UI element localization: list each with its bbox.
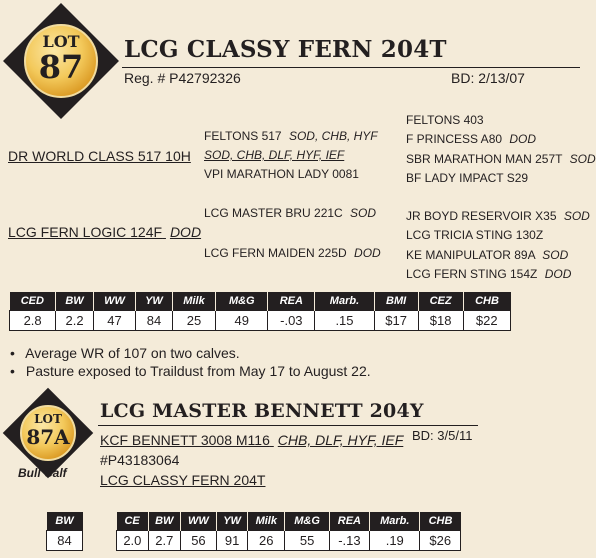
epd-header: REA [329, 512, 369, 530]
epd-header: M&G [285, 512, 329, 530]
epd-header: CE [117, 512, 149, 530]
epd-value: 2.2 [56, 310, 94, 330]
ss-dam-code: DOD [509, 132, 537, 146]
epd-value: 2.8 [10, 310, 56, 330]
dam-code: DOD [169, 224, 202, 240]
lot-badge-medallion [20, 405, 76, 461]
epd-header: WW [93, 292, 135, 310]
epd-header: YW [217, 512, 248, 530]
bw-header: BW [47, 512, 83, 530]
ds-sire-code: SOD [563, 209, 590, 223]
sire: DR WORLD CLASS 517 10H [8, 148, 191, 164]
sire-sire-name: FELTONS 517 [204, 129, 282, 143]
epd-header-row [117, 512, 461, 530]
dam-sire-code: SOD [350, 206, 377, 220]
sd-sire [406, 152, 596, 166]
epd-value: 55 [285, 530, 329, 550]
dam-sire-name: LCG MASTER BRU 221C [204, 206, 343, 220]
epd-header: YW [136, 292, 172, 310]
epd-table [9, 292, 511, 331]
title-rule [98, 425, 478, 426]
dam-dam [204, 246, 381, 260]
lot-title: LCG CLASSY FERN 204T [124, 36, 447, 63]
dam [8, 224, 201, 240]
sire-sire-codes-2: SOD, CHB, DLF, HYF, IEF [204, 148, 345, 162]
epd-value: 49 [216, 310, 268, 330]
dam-dam-name: LCG FERN MAIDEN 225D [204, 246, 347, 260]
epd-value: 2.0 [117, 530, 149, 550]
epd-header: CEZ [418, 292, 463, 310]
epd-value: -.13 [329, 530, 369, 550]
epd-value: $26 [420, 530, 461, 550]
bw-table [46, 512, 83, 551]
epd-value: 84 [136, 310, 172, 330]
sd-dam: BF LADY IMPACT S29 [406, 171, 529, 185]
dd-dam-code: DOD [544, 267, 572, 281]
sd-sire-code: SOD [569, 152, 596, 166]
ds-sire-name: JR BOYD RESERVOIR X35 [406, 209, 557, 223]
epd-header: Milk [172, 292, 216, 310]
calf-sire-name: KCF BENNETT 3008 M116 [100, 432, 270, 448]
dd-sire-name: KE MANIPULATOR 89A [406, 248, 535, 262]
epd-header-row [10, 292, 511, 310]
ss-dam-name: F PRINCESS A80 [406, 132, 503, 146]
epd-header: BW [148, 512, 180, 530]
dd-dam [406, 267, 571, 281]
ss-sire: FELTONS 403 [406, 113, 484, 127]
dd-dam-name: LCG FERN STING 154Z [406, 267, 538, 281]
note-item: • Pasture exposed to Traildust from May 17 to August 22. [10, 363, 371, 379]
epd-value: 56 [180, 530, 216, 550]
lot-badge-medallion [24, 24, 98, 98]
calf-sire [100, 432, 403, 448]
epd-header: Marb. [370, 512, 420, 530]
ds-sire [406, 209, 590, 223]
calf-birth-date: BD: 3/5/11 [412, 428, 473, 443]
calf-dam: LCG CLASSY FERN 204T [100, 472, 266, 488]
registration-number: Reg. # P42792326 [124, 70, 241, 86]
epd-header: Marb. [315, 292, 374, 310]
dam-sire [204, 206, 376, 220]
sire-sire-codes: SOD, CHB, HYF [288, 129, 378, 143]
lot-title: LCG MASTER BENNETT 204Y [100, 400, 424, 422]
epd-header: Milk [248, 512, 285, 530]
epd-value: 26 [248, 530, 285, 550]
epd-value: -.03 [268, 310, 315, 330]
ss-dam [406, 132, 536, 146]
lot-label: LOT [34, 412, 62, 426]
epd-value: 91 [217, 530, 248, 550]
lot-label: LOT [42, 32, 80, 51]
dam-dam-code: DOD [354, 246, 381, 260]
epd-value: .15 [315, 310, 374, 330]
epd-header: M&G [216, 292, 268, 310]
lot-number: 87A [26, 425, 70, 449]
note-item: • Average WR of 107 on two calves. [10, 345, 240, 361]
epd-value: .19 [370, 530, 420, 550]
dam-name: LCG FERN LOGIC 124F [8, 224, 163, 240]
lot-number: 87 [38, 48, 84, 86]
epd-value: 47 [93, 310, 135, 330]
calf-sire-codes: CHB, DLF, HYF, IEF [277, 432, 404, 448]
sd-sire-name: SBR MARATHON MAN 257T [406, 152, 563, 166]
epd-value-row [117, 530, 461, 550]
epd-value: $22 [463, 310, 511, 330]
bull-calf-caption: Bull Calf [18, 466, 67, 480]
sire-dam: VPI MARATHON LADY 0081 [204, 167, 359, 181]
epd-header: CHB [420, 512, 461, 530]
epd-header: CED [10, 292, 56, 310]
birth-date: BD: 2/13/07 [451, 70, 525, 86]
epd-value-row [10, 310, 511, 330]
epd-header: REA [268, 292, 315, 310]
calf-epd-table [116, 512, 461, 551]
epd-header: BW [56, 292, 94, 310]
epd-value: $18 [418, 310, 463, 330]
epd-value: $17 [374, 310, 418, 330]
epd-header: CHB [463, 292, 511, 310]
ds-dam: LCG TRICIA STING 130Z [406, 228, 544, 242]
epd-value: 25 [172, 310, 216, 330]
epd-value: 2.7 [148, 530, 180, 550]
dd-sire-code: SOD [542, 248, 569, 262]
calf-registration: #P43183064 [100, 452, 180, 468]
epd-header: WW [180, 512, 216, 530]
epd-header: BMI [374, 292, 418, 310]
title-rule [122, 67, 580, 68]
bw-value: 84 [47, 530, 83, 550]
dd-sire [406, 248, 568, 262]
sire-sire [204, 129, 378, 143]
